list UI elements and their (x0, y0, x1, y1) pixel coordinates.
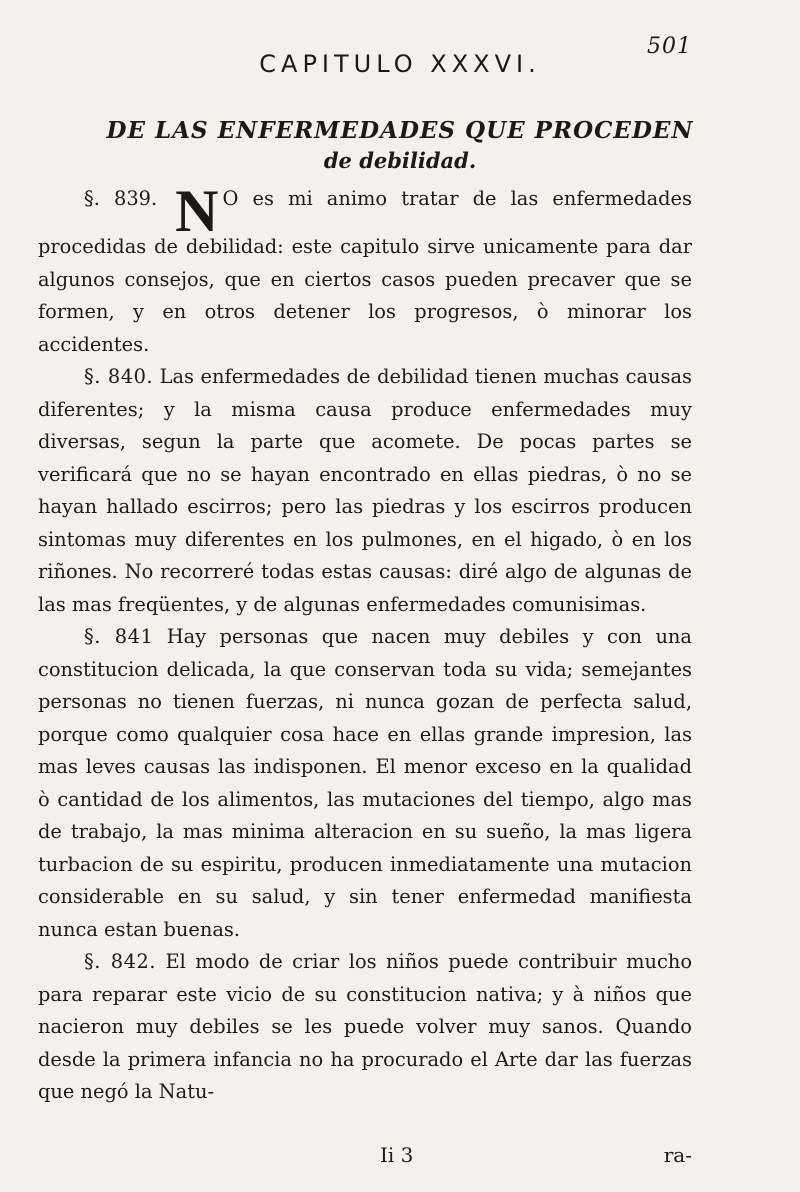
section-number: §. 841 (84, 625, 154, 648)
chapter-subtitle: de debilidad. (323, 148, 477, 173)
drop-cap: N (175, 178, 219, 244)
paragraph-840 (38, 361, 692, 621)
paragraph-842 (38, 946, 692, 1109)
signature-mark: Ii 3 (380, 1143, 414, 1167)
page-footer (0, 1143, 800, 1173)
paragraph-text: El modo de criar los niños puede contribuir mucho para reparar este vicio de su constitucion nativa; y à niños que nacieron muy debiles se les puede volver muy sanos. Quando desde la primera infancia no ha procurado el Arte dar las fuerzas que negó la Natu- (38, 950, 692, 1103)
paragraph-text: Hay personas que nacen muy debiles y con una constitucion delicada, la que conservan toda su vida; semejantes personas no tienen fuerzas, ni nunca gozan de perfecta salud, porque como qualquier cosa hace en ellas grande impresion, las mas leves causas las indisponen. El menor exceso en la qualidad ò cantidad de los alimentos, las mutaciones del tiempo, algo mas de trabajo, la mas minima alteracion en su sueño, la mas ligera turbacion de su espiritu, producen inmediatamente una mutacion considerable en su salud, y sin tener enfermedad manifiesta nunca estan buenas. (38, 625, 692, 941)
chapter-title: DE LAS ENFERMEDADES QUE PROCEDEN (106, 117, 694, 144)
body-text (38, 178, 693, 1109)
chapter-heading: CAPITULO XXXVI. (259, 50, 541, 78)
paragraph-841 (38, 621, 692, 946)
section-number: §. 839. (84, 187, 158, 210)
section-number: §. 840. (84, 365, 154, 388)
paragraph-839 (38, 178, 692, 361)
page-number: 501 (647, 34, 692, 59)
catchword: ra- (663, 1143, 692, 1167)
paragraph-text: Las enfermedades de debilidad tienen muchas causas diferentes; y la misma causa produce enfermedades muy diversas, segun la parte que acomete. De pocas partes se verificará que no se hayan encontrado en ellas piedras, ò no se hayan hallado escirros; pero las piedras y los escirros producen sintomas muy diferentes en los pulmones, en el higado, ò en los riñones. No recorreré todas estas causas: diré algo de algunas de las mas freqüentes, y de algunas enfermedades comunisimas. (38, 365, 693, 616)
paragraph-text: O es mi animo tratar de las enfermedades procedidas de debilidad: este capitulo sirve unicamente para dar algunos consejos, que en ciertos casos pueden precaver que se formen, y en otros detener los progresos, ò minorar los accidentes. (38, 187, 692, 356)
section-number: §. 842. (84, 950, 156, 973)
